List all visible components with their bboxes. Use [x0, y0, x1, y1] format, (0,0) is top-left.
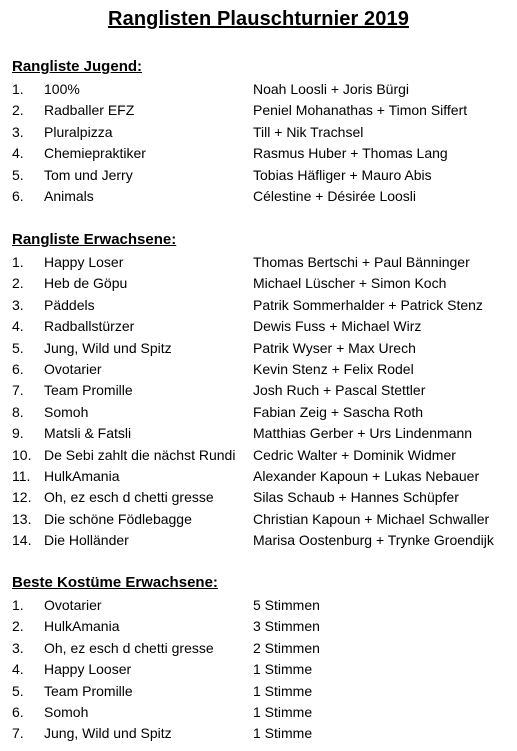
vote-count: 2 Stimmen [253, 639, 320, 656]
player-names: Kevin Stenz + Felix Rodel [253, 360, 414, 377]
heading-rangliste-jugend: Rangliste Jugend: [12, 58, 143, 75]
vote-count: 5 Stimmen [253, 597, 320, 613]
list-item [0, 659, 517, 680]
team-name: Ovotarier [44, 597, 102, 613]
player-names: Dewis Fuss + Michael Wirz [253, 318, 422, 335]
list-item [0, 530, 517, 551]
list-item [0, 359, 517, 380]
rank: 2. [12, 275, 24, 292]
list-rangliste-jugend [0, 79, 517, 207]
player-names: Peniel Mohanathas + Timon Siffert [253, 102, 468, 119]
list-item [0, 702, 517, 723]
vote-count: 1 Stimme [253, 725, 313, 742]
team-name: Die schöne Födlebagge [44, 510, 192, 527]
heading-beste-kostueme: Beste Kostüme Erwachsene: [12, 574, 218, 591]
rank: 6. [12, 360, 24, 377]
player-names: Fabian Zeig + Sascha Roth [253, 403, 424, 420]
rank: 3. [12, 123, 24, 140]
list-item [0, 723, 517, 744]
team-name: Radballer EFZ [44, 102, 135, 119]
player-names: Marisa Oostenburg + Trynke Groendijk [253, 532, 494, 549]
list-item [0, 380, 517, 401]
team-name: Tom und Jerry [44, 166, 133, 183]
team-name: Päddels [44, 296, 95, 313]
team-name: Matsli & Fatsli [44, 425, 132, 442]
team-name: Happy Loser [44, 254, 124, 270]
team-name: Oh, ez esch d chetti gresse [44, 489, 214, 506]
player-names: Noah Loosli + Joris Bürgi [253, 81, 410, 97]
player-names: Tobias Häfliger + Mauro Abis [253, 166, 432, 183]
rank: 3. [12, 296, 24, 313]
rank: 5. [12, 682, 24, 699]
team-name: Somoh [44, 403, 89, 420]
rank: 8. [12, 403, 24, 420]
team-name: Oh, ez esch d chetti gresse [44, 639, 214, 656]
rank: 4. [12, 145, 24, 162]
list-item [0, 295, 517, 316]
player-names: Matthias Gerber + Urs Lindenmann [253, 425, 473, 442]
list-item [0, 487, 517, 508]
team-name: Happy Looser [44, 661, 132, 678]
team-name: 100% [44, 81, 80, 97]
rank: 7. [12, 725, 24, 742]
player-names: Josh Ruch + Pascal Stettler [253, 382, 426, 399]
team-name: Animals [44, 187, 94, 204]
list-item [0, 338, 517, 359]
rank: 3. [12, 639, 24, 656]
list-item [0, 316, 517, 337]
player-names: Patrik Sommerhalder + Patrick Stenz [253, 296, 483, 313]
team-name: Jung, Wild und Spitz [44, 725, 172, 742]
rank: 1. [12, 254, 24, 270]
list-item [0, 252, 517, 273]
list-item [0, 186, 517, 207]
list-item [0, 273, 517, 294]
team-name: Die Holländer [44, 532, 129, 549]
team-name: De Sebi zahlt die nächst Rundi [44, 446, 236, 463]
rank: 4. [12, 318, 24, 335]
list-item [0, 100, 517, 121]
rank: 12. [12, 489, 32, 506]
list-beste-kostueme [0, 595, 517, 745]
list-item [0, 402, 517, 423]
list-item [0, 165, 517, 186]
team-name: HulkAmania [44, 618, 120, 635]
list-item [0, 122, 517, 143]
vote-count: 3 Stimmen [253, 618, 320, 635]
rank: 1. [12, 597, 24, 613]
rank: 2. [12, 618, 24, 635]
page-title: Ranglisten Plauschturnier 2019 [108, 8, 409, 30]
rank: 9. [12, 425, 24, 442]
player-names: Cedric Walter + Dominik Widmer [253, 446, 456, 463]
team-name: Ovotarier [44, 360, 102, 377]
rank: 14. [12, 532, 32, 549]
rank: 4. [12, 661, 24, 678]
player-names: Rasmus Huber + Thomas Lang [253, 145, 448, 162]
list-item [0, 595, 517, 616]
team-name: Radballstürzer [44, 318, 135, 335]
player-names: Silas Schaub + Hannes Schüpfer [253, 489, 459, 506]
rank: 2. [12, 102, 24, 119]
player-names: Thomas Bertschi + Paul Bänninger [253, 254, 470, 270]
rank: 1. [12, 81, 24, 97]
list-item [0, 616, 517, 637]
list-rangliste-erwachsene [0, 252, 517, 551]
list-item [0, 423, 517, 444]
rank: 7. [12, 382, 24, 399]
player-names: Patrik Wyser + Max Urech [253, 339, 416, 356]
list-item [0, 681, 517, 702]
player-names: Alexander Kapoun + Lukas Nebauer [253, 467, 480, 484]
heading-rangliste-erwachsene: Rangliste Erwachsene: [12, 231, 177, 248]
team-name: Heb de Göpu [44, 275, 128, 292]
vote-count: 1 Stimme [253, 682, 313, 699]
rank: 5. [12, 339, 24, 356]
rank: 5. [12, 166, 24, 183]
list-item [0, 445, 517, 466]
rank: 6. [12, 187, 24, 204]
list-item [0, 638, 517, 659]
team-name: Team Promille [44, 682, 133, 699]
rank: 13. [12, 510, 32, 527]
team-name: Pluralpizza [44, 123, 113, 140]
list-item [0, 143, 517, 164]
player-names: Michael Lüscher + Simon Koch [253, 275, 447, 292]
rank: 11. [12, 467, 31, 484]
list-item [0, 466, 517, 487]
rank: 6. [12, 703, 24, 720]
team-name: Jung, Wild und Spitz [44, 339, 172, 356]
team-name: Somoh [44, 703, 89, 720]
list-item [0, 79, 517, 100]
list-item [0, 509, 517, 530]
team-name: Chemiepraktiker [44, 145, 146, 162]
player-names: Till + Nik Trachsel [253, 123, 364, 140]
vote-count: 1 Stimme [253, 703, 313, 720]
rank: 10. [12, 446, 32, 463]
player-names: Célestine + Désirée Loosli [253, 187, 417, 204]
team-name: HulkAmania [44, 467, 120, 484]
player-names: Christian Kapoun + Michael Schwaller [253, 510, 490, 527]
team-name: Team Promille [44, 382, 133, 399]
vote-count: 1 Stimme [253, 661, 313, 678]
